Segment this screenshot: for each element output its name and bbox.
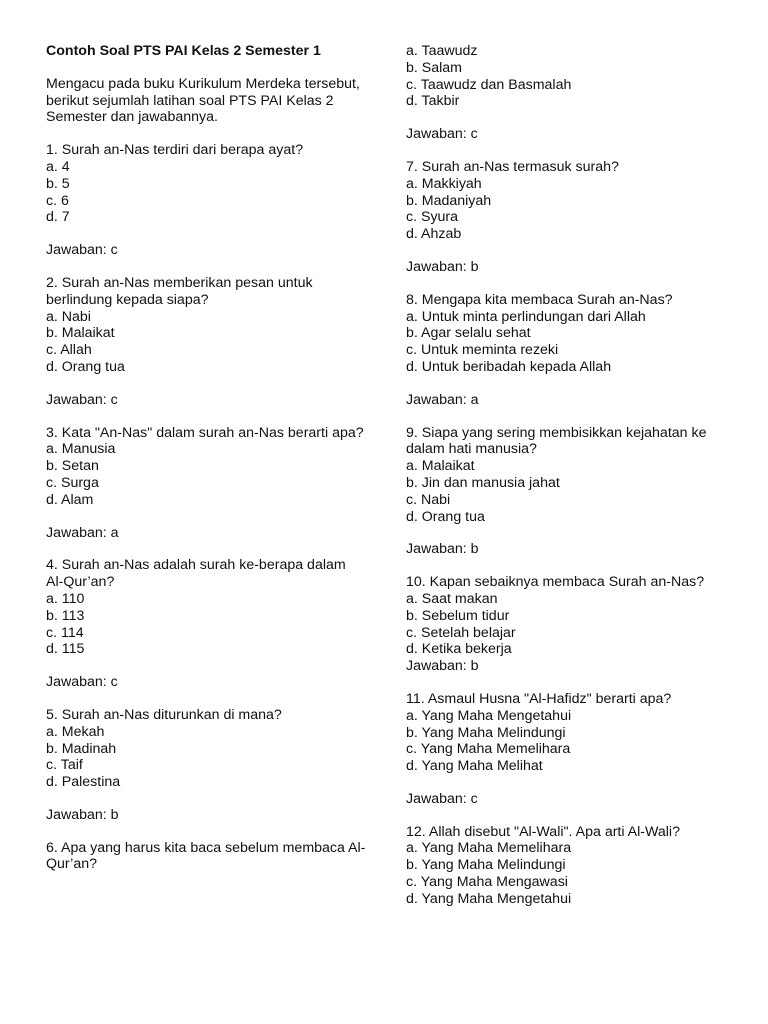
answer-option: b. 113 bbox=[46, 607, 85, 624]
answer-key: Jawaban: b bbox=[406, 541, 479, 558]
question-list-left bbox=[46, 142, 366, 873]
answer-option: c. Surga bbox=[46, 474, 99, 491]
question-block bbox=[406, 425, 736, 559]
answer-option: a. Malaikat bbox=[406, 458, 475, 475]
answer-option: c. Taif bbox=[46, 757, 83, 774]
answer-option: a. Nabi bbox=[46, 308, 91, 325]
answer-option: b. Jin dan manusia jahat bbox=[406, 474, 560, 491]
answer-option: b. 5 bbox=[46, 175, 70, 192]
answer-option: c. Nabi bbox=[406, 491, 451, 508]
question-text: 4. Surah an-Nas adalah surah ke-berapa dalam Al-Qur’an? bbox=[46, 557, 346, 591]
answer-option: a. Makkiyah bbox=[406, 175, 482, 192]
question-text: 12. Allah disebut "Al-Wali". Apa arti Al-Wali? bbox=[406, 823, 680, 840]
answer-option: a. Yang Maha Memelihara bbox=[406, 840, 572, 857]
question-text: 7. Surah an-Nas termasuk surah? bbox=[406, 158, 619, 175]
answer-key: Jawaban: a bbox=[46, 524, 119, 541]
question-block bbox=[406, 159, 736, 276]
answer-option: c. Yang Maha Mengawasi bbox=[406, 874, 568, 891]
question-text: 10. Kapan sebaiknya membaca Surah an-Nas? bbox=[406, 574, 705, 591]
answer-option: d. Untuk beribadah kepada Allah bbox=[406, 358, 612, 375]
answer-option: c. Allah bbox=[46, 342, 92, 359]
answer-option: d. Orang tua bbox=[46, 358, 125, 375]
answer-option: d. Alam bbox=[46, 491, 94, 508]
question-block bbox=[46, 142, 366, 259]
question-list-right bbox=[406, 43, 736, 908]
answer-option: c. 6 bbox=[46, 192, 69, 209]
question-block bbox=[46, 707, 366, 824]
answer-option: b. Madinah bbox=[46, 740, 117, 757]
question-block bbox=[46, 840, 366, 874]
answer-option: c. Taawudz dan Basmalah bbox=[406, 76, 572, 93]
question-block bbox=[46, 557, 366, 691]
answer-option: c. Yang Maha Memelihara bbox=[406, 741, 571, 758]
question-text: 1. Surah an-Nas terdiri dari berapa ayat? bbox=[46, 142, 304, 159]
answer-option: a. Untuk minta perlindungan dari Allah bbox=[406, 308, 646, 325]
answer-option: b. Agar selalu sehat bbox=[406, 325, 531, 342]
answer-option: b. Malaikat bbox=[46, 325, 115, 342]
answer-option: d. Yang Maha Melihat bbox=[406, 758, 543, 775]
answer-key: Jawaban: c bbox=[46, 391, 118, 408]
answer-option: d. Palestina bbox=[46, 774, 121, 791]
answer-option: a. 110 bbox=[46, 590, 85, 607]
answer-option: c. Syura bbox=[406, 209, 459, 226]
answer-key: Jawaban: b bbox=[46, 806, 119, 823]
question-text: 11. Asmaul Husna "Al-Hafidz" berarti apa? bbox=[406, 690, 672, 707]
answer-key: Jawaban: b bbox=[406, 258, 479, 275]
question-block bbox=[46, 425, 366, 542]
answer-option: a. Saat makan bbox=[406, 590, 498, 607]
answer-option: d. Takbir bbox=[406, 93, 460, 110]
question-text: 6. Apa yang harus kita baca sebelum membaca Al-Qur’an? bbox=[46, 839, 366, 873]
answer-option: b. Yang Maha Melindungi bbox=[406, 857, 566, 874]
right-column bbox=[406, 43, 736, 908]
answer-key: Jawaban: a bbox=[406, 391, 479, 408]
document-title: Contoh Soal PTS PAI Kelas 2 Semester 1 bbox=[46, 43, 321, 59]
answer-option: a. Manusia bbox=[46, 441, 116, 458]
question-text: 9. Siapa yang sering membisikkan kejahatan ke dalam hati manusia? bbox=[406, 424, 707, 458]
answer-option: b. Salam bbox=[406, 59, 462, 76]
answer-key: Jawaban: c bbox=[406, 126, 478, 143]
question-text: 5. Surah an-Nas diturunkan di mana? bbox=[46, 706, 282, 723]
intro-paragraph: Mengacu pada buku Kurikulum Merdeka tersebut, berikut sejumlah latihan soal PTS PAI Kelas 2 Semester dan jawabannya. bbox=[46, 75, 360, 126]
question-text: 2. Surah an-Nas memberikan pesan untuk berlindung kepada siapa? bbox=[46, 274, 313, 308]
answer-option: d. Orang tua bbox=[406, 508, 485, 525]
answer-option: a. Taawudz bbox=[406, 43, 478, 59]
answer-key: Jawaban: b bbox=[406, 658, 479, 675]
answer-option: a. Yang Maha Mengetahui bbox=[406, 707, 572, 724]
left-column bbox=[46, 43, 366, 873]
answer-option: b. Yang Maha Melindungi bbox=[406, 724, 566, 741]
answer-option: d. Yang Maha Mengetahui bbox=[406, 890, 572, 907]
question-text: 8. Mengapa kita membaca Surah an-Nas? bbox=[406, 291, 673, 308]
answer-key: Jawaban: c bbox=[406, 790, 478, 807]
question-block bbox=[406, 574, 736, 675]
question-block bbox=[406, 43, 736, 143]
question-block bbox=[46, 275, 366, 409]
answer-option: b. Sebelum tidur bbox=[406, 607, 510, 624]
answer-option: b. Setan bbox=[46, 458, 99, 475]
answer-option: c. Untuk meminta rezeki bbox=[406, 342, 559, 359]
answer-option: c. 114 bbox=[46, 624, 84, 641]
question-block bbox=[406, 824, 736, 908]
answer-option: c. Setelah belajar bbox=[406, 624, 516, 641]
answer-option: b. Madaniyah bbox=[406, 192, 492, 209]
answer-key: Jawaban: c bbox=[46, 674, 118, 691]
answer-option: d. 7 bbox=[46, 209, 70, 226]
question-text: 3. Kata "An-Nas" dalam surah an-Nas berarti apa? bbox=[46, 424, 364, 441]
answer-option: d. 115 bbox=[46, 641, 85, 658]
question-block bbox=[406, 292, 736, 409]
answer-option: a. 4 bbox=[46, 158, 70, 175]
answer-option: d. Ketika bekerja bbox=[406, 641, 512, 658]
answer-option: a. Mekah bbox=[46, 723, 105, 740]
answer-key: Jawaban: c bbox=[46, 242, 118, 259]
question-block bbox=[406, 691, 736, 808]
answer-option: d. Ahzab bbox=[406, 226, 462, 243]
